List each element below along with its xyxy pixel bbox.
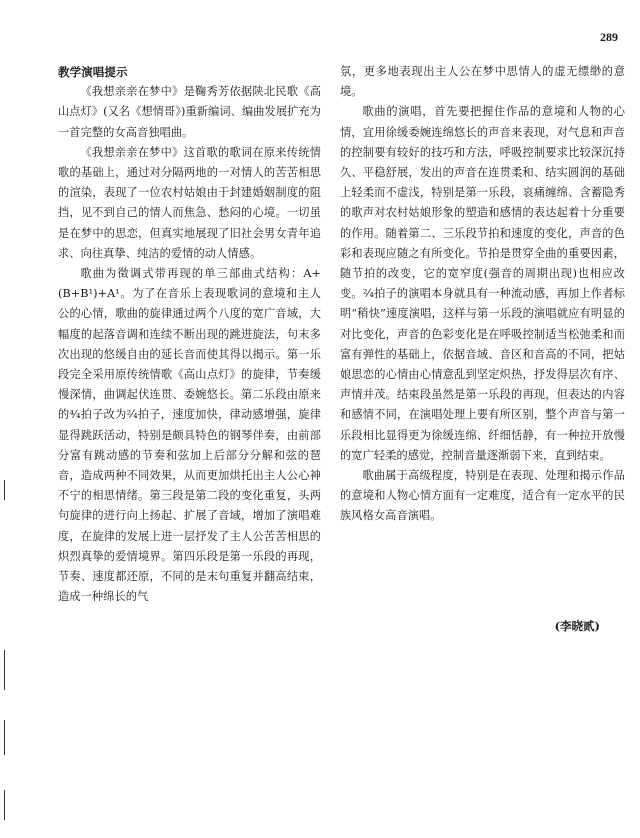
right-column (340, 62, 625, 527)
page-number: 289 (600, 30, 618, 44)
paragraph: 歌曲为徵调式带再现的单三部曲式结构：A+(B+B¹)+A¹。为了在音乐上表现歌词的意境和主人公的心情，歌曲的旋律通过两个八度的宽广音域，大幅度的起落音调和连续不断出现的跳进旋法，句末多次出现的悠缓自由的延长音而使其得以揭示。第一乐段完全采用原传统情歌《高山点灯》的旋律，节奏缓慢深情，曲调起伏连贯、委婉悠长。第二乐段由原来的⁴⁄₄拍子改为²⁄₄拍子，速度加快，律动感增强，旋律显得跳跃活动，特别是颇具特色的钢琴伴奏，由前部分富有跳动感的节奏和弦加上后部分分解和弦的琶音，造成两种不同效果，从而更加烘托出主人公心神不宁的相思情绪。第三段是第二段的变化重复，头两句旋律的进行向上扬起、扩展了音域，增加了演唱难度，在旋律的发展上进一层抒发了主人公苦苦相思的炽烈真挚的爱情境界。第四乐段是第一乐段的再现，节奏、速度都还原，不同的是末句重复并翻高结束，造成一种绵长的气 (58, 267, 321, 604)
paragraph: 《我想亲亲在梦中》是鞠秀芳依据陕北民歌《高山点灯》(又名《想情哥》)重新编词、编曲发展扩充为一首完整的女高音独唱曲。 (58, 85, 321, 139)
scan-edge-mark (4, 720, 5, 755)
author-credit: (李晓贰) (554, 619, 600, 633)
section-heading: 教学演唱提示 (58, 65, 128, 79)
left-column (58, 62, 321, 607)
paragraph: 歌曲属于高级程度，特别是在表现、处理和揭示作品的意境和人物心情方面有一定难度，适合有一定水平的民族风格女高音演唱。 (340, 469, 625, 523)
scan-edge-mark (4, 480, 5, 500)
scan-edge-mark (4, 790, 5, 820)
paragraph: 歌曲的演唱，首先要把握住作品的意境和人物的心情，宜用徐缓委婉连绵悠长的声音来表现，对气息和声音的控制要有较好的技巧和方法，呼吸控制要求比较深沉持久、平稳舒展，发出的声音在连贯柔和、结实圆润的基础上轻柔而不虚浅，特别是第一乐段，哀痛缠绵、含蓄隐秀的歌声对农村姑娘形象的塑造和感情的表达起着十分重要的作用。随着第二、三乐段节拍和速度的变化，声音的色彩和表现应随之有所变化。节拍是贯穿全曲的重要因素，随节拍的改变，它的宽窄度(强音的周期出现)也相应改变。²⁄₄拍子的演唱本身就具有一种流动感，再加上作者标明“稍快”速度演唱，这样与第一乐段的演唱就应有明显的对比变化，声音的色彩变化是在呼吸控制适当松弛柔和而富有弹性的基础上，依据音域、音区和音高的不同，把姑娘思恋的心情由心情意乱到坚定炽热，抒发得层次有序、声情并茂。结束段虽然是第一乐段的再现，但表达的内容和感情不同，在演唱处理上要有所区别，整个声音与第一乐段相比显得更为徐缓连绵、纤细恬静，有一种拉开放慢的宽广轻柔的感觉，控制音量逐渐弱下来，直到结束。 (340, 105, 625, 462)
scan-edge-mark (4, 650, 5, 690)
paragraph: 《我想亲亲在梦中》这首歌的歌词在原来传统情歌的基础上，通过对分隔两地的一对情人的苦苦相思的渲染，表现了一位农村姑娘由于封建婚姻制度的阻挡，见不到自己的情人而焦急、愁闷的心境。一切虽是在梦中的思恋，但真实地展现了旧社会男女青年追求、向往真挚、纯洁的爱情的动人情感。 (58, 145, 321, 260)
paragraph: 氛，更多地表现出主人公在梦中思情人的虚无缥缈的意境。 (340, 65, 625, 99)
